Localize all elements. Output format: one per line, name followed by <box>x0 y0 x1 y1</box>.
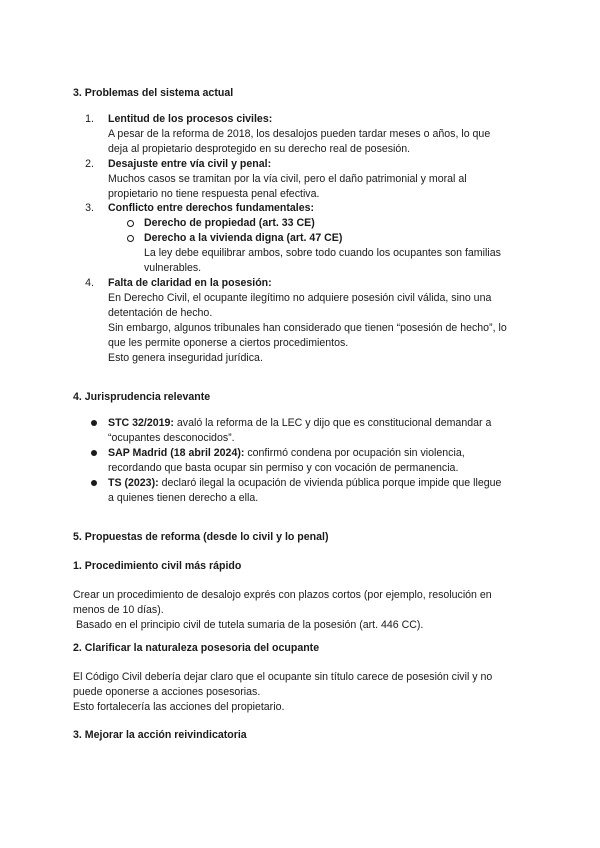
subsection-1-heading: 1. Procedimiento civil más rápido <box>73 560 242 572</box>
list-item-text: En Derecho Civil, el ocupante ilegítimo no adquiere posesión civil válida, sino una <box>108 292 492 304</box>
paragraph-line: Crear un procedimiento de desalojo exprés con plazos cortos (por ejemplo, resolución en <box>73 589 492 601</box>
bullet-item-label: STC 32/2019: <box>108 417 174 429</box>
list-item-text: La ley debe equilibrar ambos, sobre todo cuando los ocupantes son familias <box>144 247 501 259</box>
subsection-3-heading: 3. Mejorar la acción reivindicatoria <box>73 729 247 741</box>
section-5-heading: 5. Propuestas de reforma (desde lo civil y lo penal) <box>73 531 329 543</box>
bullet-item-text: a quienes tienen derecho a ella. <box>108 492 259 504</box>
bullet-item <box>108 416 491 431</box>
list-item-text: propietario no tiene respuesta penal efectiva. <box>108 188 320 200</box>
list-item-text: detentación de hecho. <box>108 307 213 319</box>
bullet-icon <box>91 480 97 486</box>
list-item-text: vulnerables. <box>144 262 202 274</box>
subsection-2-heading: 2. Clarificar la naturaleza posesoria del ocupante <box>73 642 320 654</box>
bullet-item <box>108 446 465 461</box>
bullet-item-text: avaló la reforma de la LEC y dijo que es constitucional demandar a <box>173 417 492 429</box>
sub-item: Derecho a la vivienda digna (art. 47 CE) <box>144 232 343 244</box>
list-item-text: Esto genera inseguridad jurídica. <box>108 352 263 364</box>
list-item-title: Falta de claridad en la posesión: <box>108 277 272 289</box>
list-item-text: deja al propietario desprotegido en su derecho real de posesión. <box>108 143 411 155</box>
paragraph-line: menos de 10 días). <box>73 604 164 616</box>
bullet-icon <box>91 420 97 426</box>
bullet-item-text: declaró ilegal la ocupación de vivienda pública porque impide que llegue <box>158 477 502 489</box>
list-item-title: Desajuste entre vía civil y penal: <box>108 158 272 170</box>
bullet-icon <box>91 450 97 456</box>
bullet-item-label: TS (2023): <box>108 477 159 489</box>
circle-bullet-icon <box>127 235 134 242</box>
section-4-heading: 4. Jurisprudencia relevante <box>73 391 211 403</box>
list-item-title: Conflicto entre derechos fundamentales: <box>108 202 315 214</box>
paragraph-line: Esto fortalecería las acciones del propietario. <box>73 701 285 713</box>
list-number: 3. <box>85 202 94 214</box>
bullet-item-label: SAP Madrid (18 abril 2024): <box>108 447 245 459</box>
bullet-item-text: “ocupantes desconocidos”. <box>108 432 235 444</box>
list-number: 1. <box>85 113 94 125</box>
list-number: 2. <box>85 158 94 170</box>
paragraph-line: puede oponerse a acciones posesorias. <box>73 686 261 698</box>
section-3-heading: 3. Problemas del sistema actual <box>73 87 234 99</box>
paragraph-line: Basado en el principio civil de tutela sumaria de la posesión (art. 446 CC). <box>73 619 424 631</box>
paragraph-line: El Código Civil debería dejar claro que el ocupante sin título carece de posesión civil y no <box>73 671 493 683</box>
sub-item: Derecho de propiedad (art. 33 CE) <box>144 217 315 229</box>
bullet-item <box>108 476 501 491</box>
bullet-item-text: recordando que basta ocupar sin permiso y con vocación de permanencia. <box>108 462 459 474</box>
list-item-text: A pesar de la reforma de 2018, los desalojos pueden tardar meses o años, lo que <box>108 128 491 140</box>
list-item-text: Muchos casos se tramitan por la vía civil, pero el daño patrimonial y moral al <box>108 173 467 185</box>
circle-bullet-icon <box>127 220 134 227</box>
list-item-title: Lentitud de los procesos civiles: <box>108 113 273 125</box>
list-item-text: que les permite oponerse a ciertos procedimientos. <box>108 337 349 349</box>
list-number: 4. <box>85 277 94 289</box>
list-item-text: Sin embargo, algunos tribunales han considerado que tienen “posesión de hecho”, lo <box>108 322 507 334</box>
bullet-item-text: confirmó condena por ocupación sin violencia, <box>244 447 465 459</box>
